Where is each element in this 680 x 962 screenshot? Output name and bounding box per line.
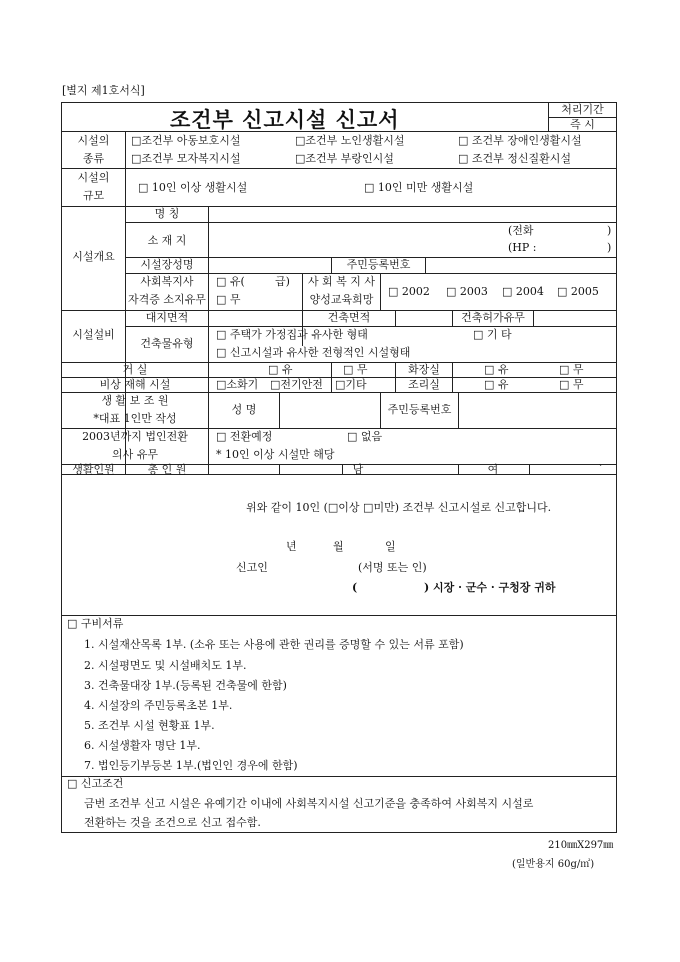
list-item: 1. 시설재산목록 1부. (소유 또는 사용에 관한 권리를 증명할 수 있는 서류 포함) (84, 638, 464, 651)
checkbox-conversion-none[interactable]: □ 없음 (347, 430, 383, 443)
checkbox-year-2003[interactable]: □ 2003 (446, 285, 488, 298)
facility-type-label-2: 종류 (82, 152, 105, 165)
facility-scale-label-2: 규모 (82, 189, 105, 202)
processing-period-label: 처리기간 (561, 103, 604, 116)
head-name-label: 시설장성명 (140, 258, 194, 271)
name-label: 명 칭 (154, 207, 180, 220)
residents-label: 생활인원 (72, 463, 115, 476)
overview-section-label: 시설개요 (72, 250, 115, 263)
grade-suffix: 급) (275, 275, 290, 288)
checkbox-facility-type[interactable]: □ 신고시설과 유사한 전형적인 시설형태 (216, 346, 411, 359)
checkbox-under-10[interactable]: □ 10인 미만 생활시설 (364, 181, 474, 194)
living-room-label: 거 실 (122, 363, 148, 376)
checkbox-electric[interactable]: □전기안전 (270, 378, 323, 391)
month-label: 월 (333, 540, 344, 553)
sw-license-label-2: 자격증 소지유무 (128, 293, 206, 306)
permit-label: 건축허가유무 (461, 311, 525, 324)
hp-close: ) (607, 241, 612, 254)
checkbox-license-yes[interactable]: □ 유( (216, 275, 245, 288)
conversion-note: * 10인 이상 시설만 해당 (216, 448, 335, 461)
phone-label: (전화 (508, 224, 534, 237)
kitchen-label: 조리실 (408, 378, 440, 391)
checkbox-conversion-planned[interactable]: □ 전환예정 (216, 430, 273, 443)
form-title: 조건부 신고시설 신고서 (170, 107, 400, 132)
restroom-label: 화장실 (408, 363, 440, 376)
list-item: 4. 시설장의 주민등록초본 1부. (84, 699, 233, 712)
year-label: 년 (286, 540, 297, 553)
helper-label: 생 활 보 조 원 (101, 394, 169, 407)
sw-license-label: 사회복지사 (140, 275, 194, 288)
building-area-label: 건축면적 (327, 311, 371, 324)
signature-label: (서명 또는 인) (358, 561, 427, 574)
checkbox-house-type[interactable]: □ 주택가 가정집과 유사한 형태 (216, 328, 368, 341)
conditions-heading: □ 신고조건 (67, 777, 124, 790)
list-item: 3. 건축물대장 1부.(등록된 건축물에 한함) (84, 679, 287, 692)
corp-conversion-label: 2003년까지 법인전환 (82, 430, 188, 443)
checkbox-disabled-living[interactable]: □ 조건부 장애인생활시설 (458, 134, 582, 147)
female-label: 여 (487, 463, 499, 476)
checkbox-restroom-no[interactable]: □ 무 (559, 363, 584, 376)
equipment-section-label: 시설설비 (72, 328, 115, 341)
facility-scale-label: 시설의 (77, 171, 110, 184)
list-item: 6. 시설생활자 명단 1부. (84, 739, 201, 752)
list-item: 5. 조건부 시설 현황표 1부. (84, 719, 215, 732)
checkbox-license-no[interactable]: □ 무 (216, 293, 241, 306)
checkbox-mother-child[interactable]: □조건부 모자복지시설 (131, 152, 241, 165)
conditions-line-2: 전환하는 것을 조건으로 신고 접수함. (84, 816, 261, 829)
paper-type: (일반용지 60g/㎡) (512, 859, 595, 870)
checkbox-restroom-yes[interactable]: □ 유 (484, 363, 509, 376)
list-item: 7. 법인등기부등본 1부.(법인인 경우에 한함) (84, 759, 298, 772)
tick-mark: ` (598, 463, 604, 476)
recipient-paren: ( (352, 581, 358, 594)
checkbox-year-2004[interactable]: □ 2004 (502, 285, 544, 298)
checkbox-year-2002[interactable]: □ 2002 (388, 285, 430, 298)
processing-period-value: 즉 시 (570, 118, 595, 131)
conditions-line-1: 금번 조건부 신고 시설은 유예기간 이내에 사회복지시설 신고기준을 충족하여 사회복지 시설로 (84, 797, 534, 810)
building-type-label: 건축물유형 (140, 337, 194, 350)
hp-label: (HP : (508, 241, 537, 254)
facility-type-label: 시설의 (77, 134, 110, 147)
checkbox-year-2005[interactable]: □ 2005 (557, 285, 599, 298)
applicant-label: 신고인 (236, 561, 268, 574)
checkbox-other-type[interactable]: □ 기 타 (473, 328, 512, 341)
list-item: 2. 시설평면도 및 시설배치도 1부. (84, 659, 247, 672)
training-label-2: 양성교육희망 (309, 293, 374, 306)
head-rrn-label: 주민등록번호 (346, 258, 411, 271)
day-label: 일 (385, 540, 396, 553)
checkbox-child-protection[interactable]: □조건부 아동보호시설 (131, 134, 241, 147)
declaration-statement: 위와 같이 10인 (□이상 □미만) 조건부 신고시설로 신고합니다. (246, 501, 552, 514)
male-label: 남 (352, 463, 364, 476)
checkbox-mental-illness[interactable]: □ 조건부 정신질환시설 (458, 152, 572, 165)
checkbox-10-or-more[interactable]: □ 10인 이상 생활시설 (138, 181, 248, 194)
checkbox-etc[interactable]: □기타 (335, 378, 367, 391)
checkbox-living-yes[interactable]: □ 유 (268, 363, 293, 376)
checkbox-elderly-living[interactable]: □조건부 노인생활시설 (295, 134, 405, 147)
training-label: 사 회 복 지 사 (307, 275, 376, 288)
address-label: 소 재 지 (147, 234, 187, 247)
land-area-label: 대지면적 (145, 311, 189, 324)
corp-conversion-label-2: 의사 유무 (111, 448, 158, 461)
recipient-label: ) 시장 · 군수 · 구청장 귀하 (424, 581, 556, 594)
paper-size: 210㎜X297㎜ (548, 840, 614, 851)
checkbox-kitchen-no[interactable]: □ 무 (559, 378, 584, 391)
checkbox-vagrant[interactable]: □조건부 부랑인시설 (295, 152, 394, 165)
total-residents-label: 총 인 원 (147, 463, 187, 476)
emergency-label: 비상 재해 시설 (99, 378, 171, 391)
helper-note: *대표 1인만 작성 (93, 412, 177, 425)
helper-rrn-label: 주민등록번호 (387, 403, 452, 416)
helper-name-label: 성 명 (231, 403, 257, 416)
checkbox-living-no[interactable]: □ 무 (343, 363, 368, 376)
form-number-label: [별지 제1호서식] (62, 84, 145, 97)
checkbox-kitchen-yes[interactable]: □ 유 (484, 378, 509, 391)
checkbox-extinguisher[interactable]: □소화기 (216, 378, 259, 391)
documents-heading: □ 구비서류 (67, 617, 124, 630)
phone-close: ) (607, 224, 612, 237)
